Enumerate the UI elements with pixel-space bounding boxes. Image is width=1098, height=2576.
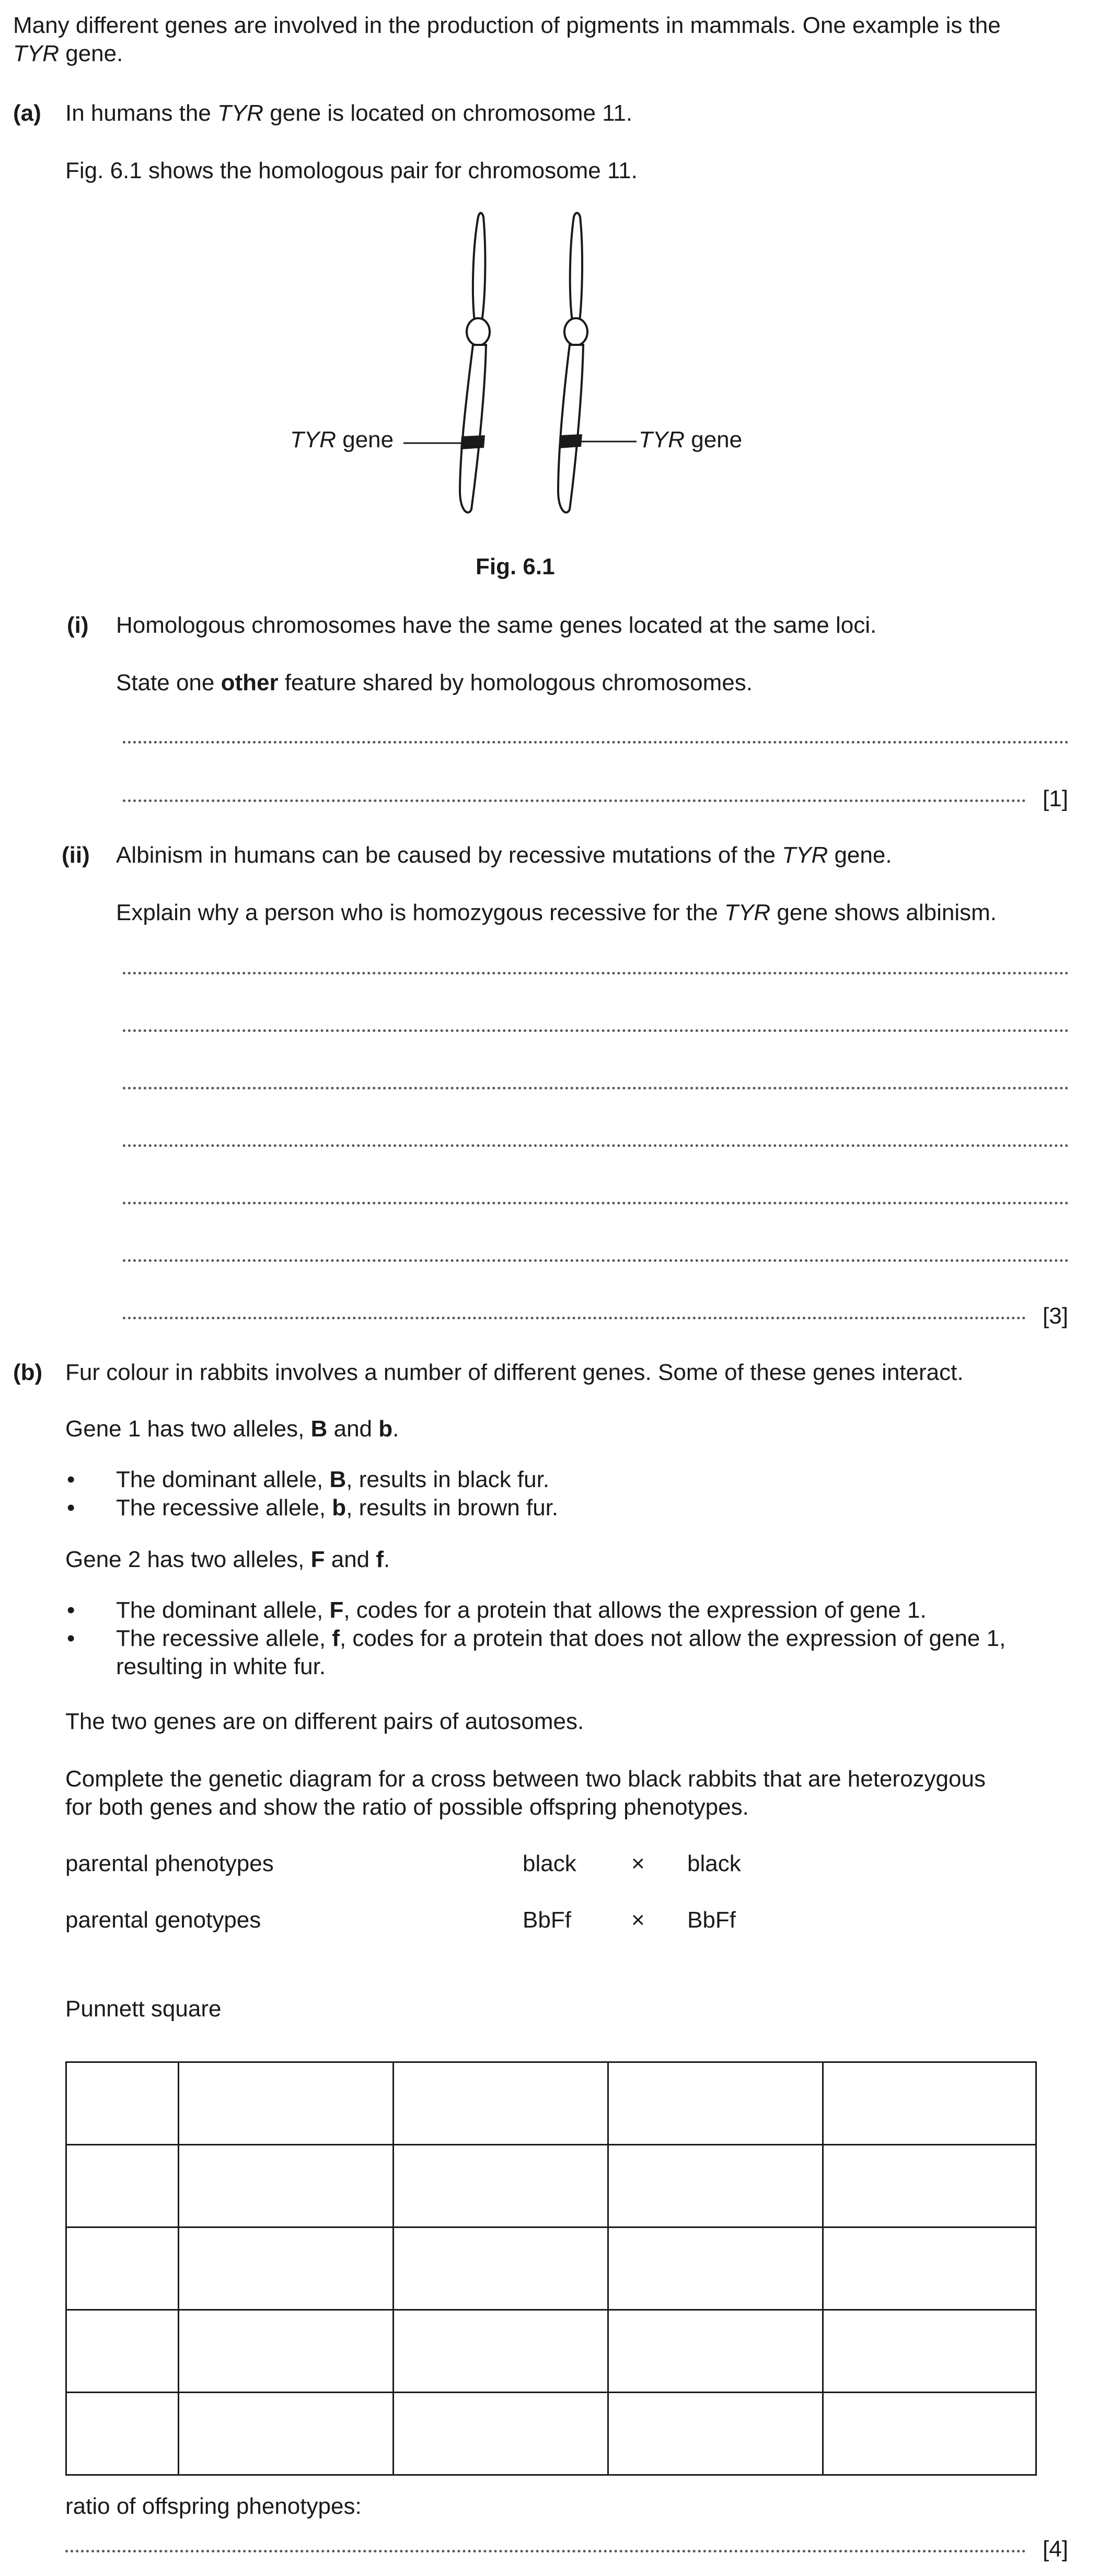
part-a-ii-text [116, 841, 892, 869]
punnett-cell[interactable] [823, 2062, 1036, 2145]
punnett-square [65, 2061, 1037, 2476]
allele-symbol: f [376, 1547, 384, 1572]
left-chromosome-long-arm [460, 345, 486, 513]
allele-symbol: B [310, 1416, 328, 1442]
text-pre: The dominant allele, [116, 1597, 330, 1623]
text-pre: Gene 2 has two alleles, [65, 1547, 311, 1572]
gene2-bullet-1 [116, 1596, 927, 1624]
tyr-gene-name: TYR [782, 842, 828, 868]
part-b-text: Fur colour in rabbits involves a number of different genes. Some of these genes interact. [65, 1360, 964, 1385]
punnett-cell[interactable] [608, 2227, 823, 2310]
prompt-pre: State one [116, 670, 221, 695]
punnett-cell[interactable] [823, 2227, 1036, 2310]
right-chromosome-long-arm [558, 345, 583, 513]
cross-symbol: × [631, 1851, 645, 1876]
parental-genotype-right: BbFf [687, 1907, 736, 1933]
allele-symbol: f [332, 1626, 340, 1651]
punnett-cell[interactable] [394, 2393, 608, 2475]
punnett-cell[interactable] [608, 2310, 823, 2393]
allele-symbol: b [332, 1495, 346, 1521]
part-a-ii-prompt [116, 899, 997, 927]
answer-line[interactable] [123, 1087, 1069, 1089]
punnett-cell[interactable] [66, 2145, 179, 2227]
parental-genotypes-label: parental genotypes [65, 1907, 261, 1933]
part-a-i-label: (i) [67, 612, 89, 638]
tyr-gene-name: TYR [217, 100, 264, 126]
bullet-icon: • [67, 1495, 75, 1521]
text-post: gene. [828, 842, 892, 868]
tyr-gene-name: TYR [639, 427, 685, 452]
text-mid: and [327, 1416, 379, 1442]
part-a-i-text: Homologous chromosomes have the same genes located at the same loci. [116, 612, 877, 638]
answer-line[interactable] [123, 1202, 1069, 1204]
gene-word: gene [336, 427, 394, 452]
answer-line[interactable] [65, 2550, 1026, 2552]
allele-symbol: F [329, 1597, 344, 1623]
text-pre: The recessive allele, [116, 1626, 332, 1651]
allele-symbol: B [329, 1467, 346, 1492]
punnett-row [66, 2227, 1036, 2310]
text-pre: The dominant allele, [116, 1467, 330, 1492]
gene1-bullet-1 [116, 1466, 549, 1494]
part-a-label: (a) [13, 100, 41, 126]
punnett-cell[interactable] [608, 2393, 823, 2475]
parental-phenotype-right: black [687, 1851, 741, 1876]
punnett-cell[interactable] [394, 2062, 608, 2145]
gene1-bullet-2 [116, 1494, 558, 1522]
prompt-post: feature shared by homologous chromosomes. [278, 670, 753, 695]
instruction-line-1: Complete the genetic diagram for a cross between two black rabbits that are heterozygous [65, 1766, 986, 1792]
answer-line[interactable] [123, 1029, 1069, 1032]
autosomes-statement: The two genes are on different pairs of autosomes. [65, 1709, 584, 1734]
text-post: , results in brown fur. [346, 1495, 559, 1521]
allele-symbol: F [310, 1547, 325, 1572]
punnett-row [66, 2145, 1036, 2227]
punnett-cell[interactable] [66, 2310, 179, 2393]
part-a-i-prompt [116, 669, 753, 697]
part-a-text-post: gene is located on chromosome 11. [263, 100, 633, 126]
marks-label: [4] [1043, 2536, 1068, 2562]
punnett-cell[interactable] [179, 2310, 394, 2393]
gene-word: gene [685, 427, 743, 452]
right-tyr-gene-label [639, 426, 742, 454]
punnett-cell[interactable] [608, 2145, 823, 2227]
punnett-row [66, 2062, 1036, 2145]
right-chromosome-short-arm [570, 213, 582, 322]
tyr-gene-name: TYR [724, 900, 771, 925]
answer-line[interactable] [123, 972, 1069, 974]
punnett-cell[interactable] [823, 2310, 1036, 2393]
figure-caption: Fig. 6.1 [476, 554, 555, 579]
punnett-cell[interactable] [608, 2062, 823, 2145]
part-a-ii-label: (ii) [62, 842, 90, 868]
fig-intro: Fig. 6.1 shows the homologous pair for chromosome 11. [65, 158, 638, 183]
punnett-cell[interactable] [823, 2145, 1036, 2227]
text-pre: Gene 1 has two alleles, [65, 1416, 311, 1442]
text-pre: Albinism in humans can be caused by recessive mutations of the [116, 842, 782, 868]
right-centromere [564, 318, 587, 345]
punnett-cell[interactable] [179, 2227, 394, 2310]
text-post: , codes for a protein that allows the expression of gene 1. [343, 1597, 927, 1623]
answer-line[interactable] [123, 1317, 1026, 1319]
answer-line[interactable] [123, 1144, 1069, 1147]
punnett-cell[interactable] [66, 2393, 179, 2475]
tyr-gene-name: TYR [290, 427, 336, 452]
gene1-intro [65, 1415, 399, 1443]
parental-phenotypes-label: parental phenotypes [65, 1851, 274, 1876]
prompt-pre: Explain why a person who is homozygous recessive for the [116, 900, 725, 925]
intro-line-2-rest: gene. [59, 41, 123, 66]
tyr-gene-name: TYR [13, 41, 59, 66]
answer-line[interactable] [123, 741, 1069, 744]
part-b-label: (b) [13, 1360, 43, 1385]
ratio-label: ratio of offspring phenotypes: [65, 2493, 362, 2519]
gene2-intro [65, 1546, 390, 1574]
punnett-cell[interactable] [823, 2393, 1036, 2475]
gene2-bullet-2-continued: resulting in white fur. [116, 1654, 326, 1679]
left-tyr-gene-label [290, 426, 394, 454]
text-end: . [392, 1416, 399, 1442]
allele-symbol: b [378, 1416, 393, 1442]
punnett-cell[interactable] [394, 2310, 608, 2393]
left-chromosome-short-arm [473, 213, 486, 322]
left-tyr-band [460, 435, 485, 449]
text-pre: The recessive allele, [116, 1495, 332, 1521]
punnett-cell[interactable] [179, 2062, 394, 2145]
intro-line-1: Many different genes are involved in the production of pigments in mammals. One example is the [13, 13, 1001, 38]
text-mid: and [325, 1547, 376, 1572]
bullet-icon: • [67, 1626, 75, 1651]
prompt-emphasis: other [221, 670, 279, 695]
marks-label: [1] [1043, 786, 1068, 811]
chromosome-figure [0, 0, 1098, 523]
cross-symbol: × [631, 1907, 645, 1933]
punnett-cell[interactable] [66, 2062, 179, 2145]
punnett-cell[interactable] [179, 2145, 394, 2227]
answer-line[interactable] [123, 799, 1026, 802]
instruction-line-2: for both genes and show the ratio of possible offspring phenotypes. [65, 1794, 749, 1820]
punnett-square-label: Punnett square [65, 1996, 222, 2022]
punnett-cell[interactable] [179, 2393, 394, 2475]
marks-label: [3] [1043, 1303, 1068, 1329]
bullet-icon: • [67, 1467, 75, 1492]
gene2-bullet-2 [116, 1624, 1005, 1653]
punnett-cell[interactable] [66, 2227, 179, 2310]
text-post: , results in black fur. [346, 1467, 550, 1492]
parental-phenotype-left: black [523, 1851, 576, 1876]
prompt-post: gene shows albinism. [770, 900, 997, 925]
punnett-row [66, 2393, 1036, 2475]
punnett-row [66, 2310, 1036, 2393]
parental-genotype-left: BbFf [523, 1907, 571, 1933]
text-end: . [384, 1547, 390, 1572]
punnett-cell[interactable] [394, 2145, 608, 2227]
right-tyr-band [559, 434, 582, 448]
text-post: , codes for a protein that does not allow the expression of gene 1, [339, 1626, 1006, 1651]
punnett-cell[interactable] [394, 2227, 608, 2310]
answer-line[interactable] [123, 1259, 1069, 1262]
part-a-text-pre: In humans the [65, 100, 218, 126]
bullet-icon: • [67, 1597, 75, 1623]
left-centromere [467, 318, 490, 345]
